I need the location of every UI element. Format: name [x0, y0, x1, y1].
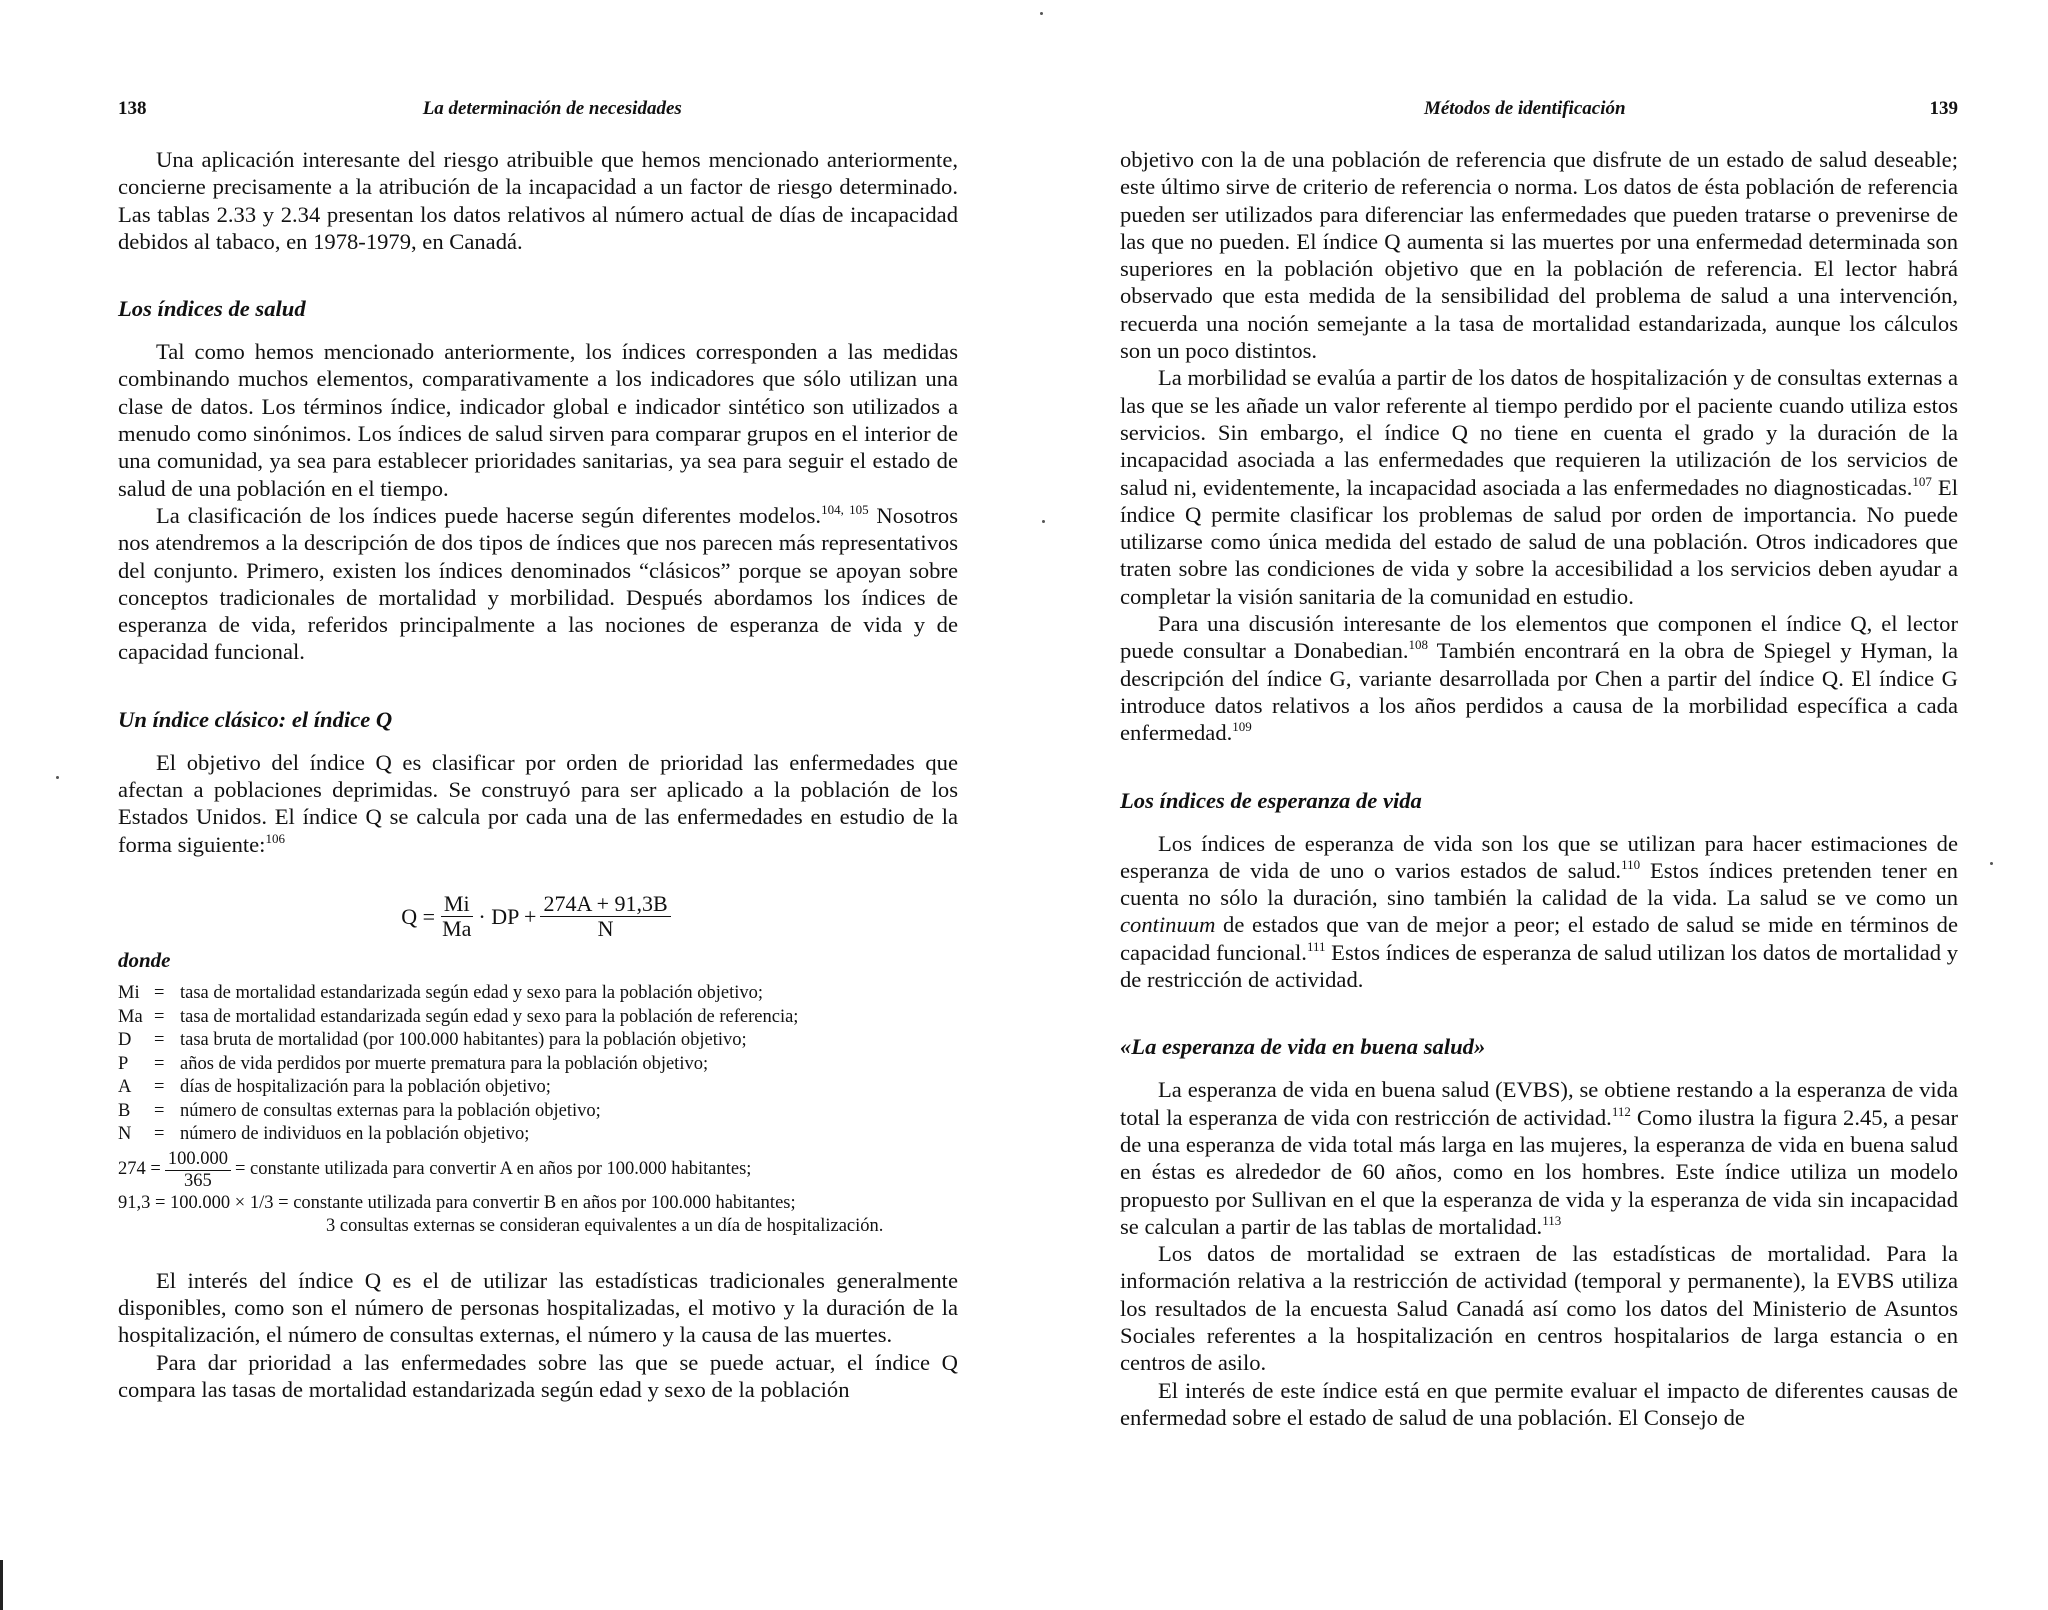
definition-symbol: N: [118, 1124, 132, 1145]
definition-text: días de hospitalización para la población objetivo;: [180, 1077, 551, 1098]
paragraph-q: [118, 749, 958, 858]
running-title: La determinación de necesidades: [422, 98, 682, 119]
paragraph-interes-q: El interés del índice Q es el de utilizar las estadísticas tradicionales generalmente disponibles, como son el número de personas hospitalizadas, el motivo y la duración de la hospitalización, el número de consultas externas, el número y la causa de las muertes.: [118, 1267, 958, 1348]
paragraph-intro: Una aplicación interesante del riesgo atribuible que hemos mencionado anteriormente, concierne precisamente a la atribución de la incapacidad a un factor de riesgo determinado. Las tablas 2.33 y 2.34 presentan los datos relativos al número actual de días de incapacidad debidos al tabaco, en 1978-1979, en Canadá.: [118, 147, 958, 254]
footnote-ref: 106: [265, 830, 285, 846]
footnote-ref: 112: [1611, 1103, 1631, 1119]
definition-symbol: B: [118, 1100, 131, 1121]
footnote-ref: 104, 105: [821, 501, 869, 517]
footnote-ref: 110: [1621, 856, 1641, 872]
scan-speck: [1990, 862, 1993, 865]
definition-equals: =: [154, 1053, 165, 1074]
paragraph-discusion: [1120, 610, 1958, 746]
definition-text: tasa de mortalidad estandarizada según edad y sexo para la población objetivo;: [180, 983, 764, 1004]
text: La esperanza de vida en buena salud (EVBS), se obtiene restando a la esperanza de vida total la esperanza de vida con restricción de actividad.: [1120, 1077, 1958, 1130]
text: La clasificación de los índices puede hacerse según diferentes modelos.: [156, 502, 822, 528]
paragraph-interes-evbs: El interés de este índice está en que permite evaluar el impacto de diferentes causas de enfermedad sobre el estado de salud de una población. El Consejo de: [1120, 1377, 1958, 1430]
definition-equals: =: [154, 1030, 165, 1051]
definition-item: [118, 1123, 958, 1147]
definition-text: años de vida perdidos por muerte prematura para la población objetivo;: [180, 1053, 709, 1074]
section-heading-q: Un índice clásico: el índice Q: [118, 706, 393, 732]
scan-speck: [1042, 520, 1045, 523]
paragraph-prioridad: Para dar prioridad a las enfermedades sobre las que se puede actuar, el índice Q compara las tasas de mortalidad estandarizada según edad y sexo de la población: [118, 1349, 958, 1402]
fraction-100000-365: [165, 1149, 231, 1192]
text: de estados que van de mejor a peor; el estado de salud se mide en términos de capacidad funcional.: [1120, 912, 1958, 965]
footnote-ref: 113: [1542, 1212, 1562, 1228]
constant-lhs: 274 =: [118, 1159, 161, 1180]
definition-text: tasa bruta de mortalidad (por 100.000 habitantes) para la población objetivo;: [180, 1030, 747, 1051]
text: El objetivo del índice Q es clasificar por orden de prioridad las enfermedades que afectan a poblaciones deprimidas. Se construyó para ser aplicado a la población de los Estados Unidos. El índice Q se calcula por cada una de las enfermedades en estudio de la forma siguiente:: [118, 749, 958, 857]
paragraph-datos: Los datos de mortalidad se extraen de las estadísticas de mortalidad. Para la información relativa a la restricción de actividad (temporal y permanente), la EVBS utiliza los resultados de la encuesta Salud Canadá así como los datos del Ministerio de Asuntos Sociales referentes a la hospitalización en centros hospitalarios de larga estancia o en centros de asilo.: [1120, 1241, 1958, 1376]
fraction-denominator: 365: [184, 1170, 212, 1191]
left-page-body: [118, 146, 958, 1403]
definition-equals: =: [154, 983, 165, 1004]
fraction-denominator: N: [597, 915, 614, 941]
scan-speck: [1040, 12, 1043, 15]
fraction-numerator: Mi: [441, 892, 473, 917]
formula-mid: · DP +: [478, 903, 537, 929]
definition-equals: =: [154, 1006, 165, 1027]
footnote-ref: 111: [1306, 938, 1326, 954]
constant-91-3: 91,3 = 100.000 × 1/3 = constante utilizada para convertir B en años por 100.000 habitantes;: [118, 1192, 796, 1213]
text: También encontrará en la obra de Spiegel y Hyman, la descripción del índice G, variante desarrollada por Chen a partir del índice Q. El índice G introduce datos relativos a los años perdidos a causa de la morbilidad específica a cada enfermedad.: [1120, 638, 1958, 746]
definition-equals: =: [154, 1100, 165, 1121]
left-page-header: [118, 98, 958, 128]
constant-note: 3 consultas externas se consideran equivalentes a un día de hospitalización.: [326, 1216, 884, 1237]
definition-equals: =: [154, 1124, 165, 1145]
definition-item: [118, 1006, 958, 1030]
left-page: [118, 98, 958, 1403]
constant-274: [118, 1149, 958, 1192]
scan-edge-mark: [0, 1560, 3, 1610]
fraction-mi-ma: [439, 892, 474, 941]
definition-item: [118, 982, 958, 1006]
footnote-ref: 108: [1408, 637, 1429, 653]
fraction-denominator: Ma: [442, 915, 472, 941]
right-page-header: [1120, 98, 1958, 128]
paragraph-evbs: [1120, 1076, 1958, 1240]
paragraph-continuation: objetivo con la de una población de referencia que disfrute de un estado de salud deseable; este último sirve de criterio de referencia o norma. Los datos de ésta población de referencia pueden ser utilizados para diferenciar las enfermedades que pueden tratarse o prevenirse de las que no pueden. El índice Q aumenta si las muertes por una enfermedad determinada son superiores en la población objetivo que en la población de referencia. El lector habrá observado que esta medida de la sensibilidad del problema de salud a una intervención, recuerda una noción semejante a la tasa de mortalidad estandarizada, aunque los cálculos son un poco distintos.: [1120, 147, 1958, 364]
spacer: [118, 1239, 958, 1267]
section-heading-indices: Los índices de salud: [118, 296, 306, 322]
definitions-list: [118, 982, 958, 1239]
definition-item: [118, 1029, 958, 1053]
definition-symbol: Mi: [118, 983, 140, 1004]
paragraph-indices-2: [118, 502, 958, 666]
italic-term: continuum: [1120, 912, 1216, 938]
donde-label: donde: [118, 947, 171, 972]
definition-text: número de individuos en la población objetivo;: [180, 1124, 530, 1145]
definition-text: número de consultas externas para la población objetivo;: [180, 1100, 601, 1121]
q-formula: [118, 892, 958, 941]
text: Estos índices de esperanza de salud utilizan los datos de mortalidad y de restricción de actividad.: [1120, 939, 1958, 993]
right-page-body: [1120, 146, 1958, 1431]
definition-symbol: A: [118, 1077, 132, 1098]
text: Nosotros nos atendremos a la descripción de dos tipos de índices que nos parecen más representativos del conjunto. Primero, existen los índices denominados “clásicos” porque se apoyan sobre conceptos tradicionales de mortalidad y morbilidad. Después abordamos los índices de esperanza de vida, referidos principalmente a las nociones de esperanza de vida y de capacidad funcional.: [118, 502, 959, 665]
page-number: 138: [118, 98, 147, 119]
footnote-ref: 107: [1912, 473, 1932, 489]
definition-item: [118, 1053, 958, 1077]
text: Como ilustra la figura 2.45, a pesar de una esperanza de vida total más larga en las mujeres, la esperanza de vida en buena salud en éstas es alrededor de 60 años, como en los hombres. Este índice utiliza un modelo propuesto por Sullivan en el que la esperanza de vida y la esperanza de vida sin incapacidad se calculan a partir de las tablas de mortalidad.: [1120, 1104, 1958, 1239]
footnote-ref: 109: [1232, 719, 1252, 735]
paragraph-esperanza: [1120, 830, 1958, 994]
definition-symbol: P: [118, 1053, 129, 1074]
definition-symbol: Ma: [118, 1006, 143, 1027]
scan-speck: [56, 776, 59, 779]
text: Para una discusión interesante de los elementos que componen el índice Q, el lector puede consultar a Donabedian.: [1120, 611, 1958, 664]
definition-equals: =: [154, 1077, 165, 1098]
text: La morbilidad se evalúa a partir de los datos de hospitalización y de consultas externas a las que se les añade un valor referente al tiempo perdido por el paciente cuando utiliza estos servicios. Sin embargo, el índice Q no tiene en cuenta el grado y la duración de la incapacidad asociada a las enfermedades que requieren la utilización de los servicios de salud ni, evidentemente, la incapacidad asociada a las enfermedades no diagnosticadas.: [1120, 365, 1958, 500]
page-number: 139: [1929, 98, 1958, 119]
section-heading-evbs: «La esperanza de vida en buena salud»: [1120, 1034, 1486, 1060]
paragraph-morbilidad: [1120, 364, 1958, 610]
running-title: Métodos de identificación: [1423, 98, 1626, 119]
fraction-morbidity: [540, 892, 670, 941]
text: El índice Q permite clasificar los problemas de salud por orden de importancia. No puede utilizarse como única medida del estado de salud de una población. Otros indicadores que traten sobre las condiciones de vida y sobre la accesibilidad a los servicios deben ayudar a completar la visión sanitaria de la comunidad en estudio.: [1120, 474, 1958, 609]
constant-text: = constante utilizada para convertir A en años por 100.000 habitantes;: [234, 1159, 752, 1180]
fraction-numerator: 274A + 91,3B: [540, 892, 670, 917]
right-page: [1120, 98, 1958, 1431]
definition-symbol: D: [118, 1030, 132, 1051]
definition-item: [118, 1076, 958, 1100]
text: Estos índices pretenden tener en cuenta no sólo la duración, sino también la calidad de la vida. La salud se ve como un: [1120, 857, 1958, 911]
text: Los índices de esperanza de vida son los que se utilizan para hacer estimaciones de esperanza de vida de uno o varios estados de salud.: [1120, 830, 1958, 883]
definition-item: [118, 1100, 958, 1124]
definition-text: tasa de mortalidad estandarizada según edad y sexo para la población de referencia;: [180, 1006, 799, 1027]
section-heading-esperanza: Los índices de esperanza de vida: [1120, 787, 1422, 813]
formula-lhs: Q =: [401, 903, 436, 929]
paragraph-indices-1: Tal como hemos mencionado anteriormente, los índices corresponden a las medidas combinando muchos elementos, comparativamente a los indicadores que sólo utilizan una clase de datos. Los términos índice, indicador global e indicador sintético son utilizados a menudo como sinónimos. Los índices de salud sirven para comparar grupos en el interior de una comunidad, ya sea para establecer prioridades sanitarias, ya sea para seguir el estado de salud de una población en el tiempo.: [118, 339, 958, 501]
fraction-numerator: 100.000: [165, 1149, 231, 1171]
